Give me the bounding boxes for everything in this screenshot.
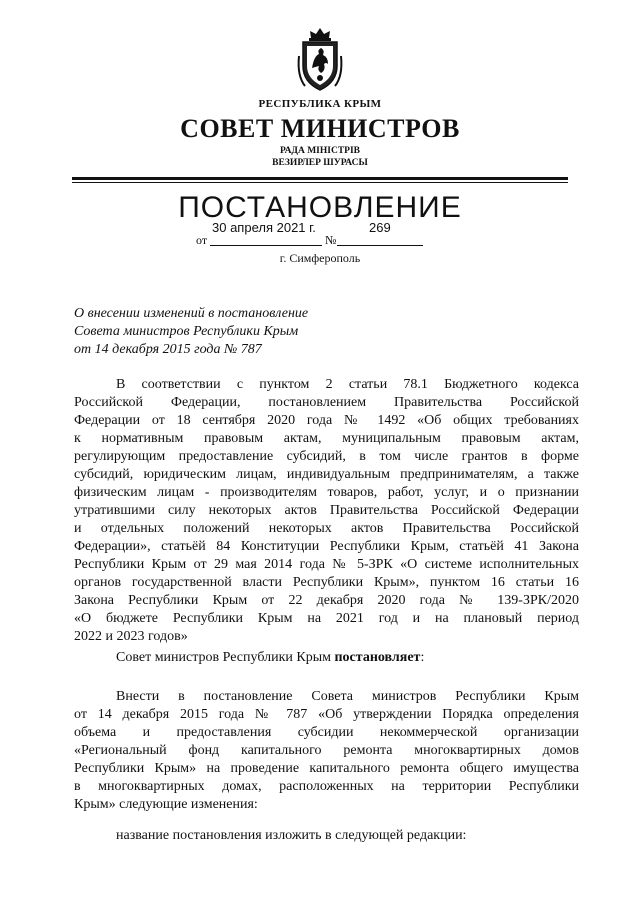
text-line: в многоквартирных домах, расположенных на территории Республики [74,779,579,794]
resolution-colon: : [420,650,425,665]
document-number: 269 [369,220,391,235]
text-line: Внести в постановление Совета министров Республики Крым [116,689,579,704]
text-line: регулирующим предоставление субсидий, в том числе грантов в форме [74,449,579,464]
text-line: от 14 декабря 2015 года № 787 «Об утверждении Порядка определения [74,707,579,722]
title-change-paragraph: название постановления изложить в следующей редакции: [116,828,467,843]
text-line: В соответствии с пунктом 2 статьи 78.1 Бюджетного кодекса [116,377,579,392]
text-line: органов государственной власти Республики Крым», пунктом 16 статьи 16 [74,575,579,590]
subject-line: Совета министров Республики Крым [74,324,299,339]
number-prefix: № [325,233,337,247]
document-city: г. Симферополь [279,251,361,265]
text-line: Республики Крым» на проведение капитального ремонта общего имущества [74,761,579,776]
text-line: объема и предоставления субсидии некоммерческой организации [74,725,579,740]
text-line: Российской Федерации, постановлением Правительства Российской [74,395,579,410]
date-underline [210,245,322,246]
subject-line: от 14 декабря 2015 года № 787 [74,342,262,357]
text-line: субсидий, юридическим лицам, индивидуальным предпринимателям, а также [74,467,579,482]
text-line: Федерации», статьёй 84 Конституции Республики Крым, статьёй 41 Закона [74,539,579,554]
text-line: 2022 и 2023 годов» [74,629,188,644]
preamble-paragraph [74,376,579,646]
date-prefix: от [196,233,208,247]
text-line: Крым» следующие изменения: [74,797,258,812]
document-date: 30 апреля 2021 г. [212,220,316,235]
subject-line: О внесении изменений в постановление [74,306,309,321]
header-crimean-tatar: ВЕЗИРЛЕР ШУРАСЫ [272,158,368,168]
text-line: физическим лицам - производителям товаров, работ, услуг, и о признании [74,485,579,500]
number-underline [337,245,423,246]
text-line: Федерации от 18 сентября 2020 года № 1492 «Об общих требованиях [74,413,579,428]
resolution-keyword: постановляет [334,650,421,665]
header-republic: РЕСПУБЛИКА КРЫМ [258,98,382,110]
text-line: Республики Крым от 29 мая 2014 года № 5-ЗРК «О системе исполнительных [74,557,579,572]
document-subject [74,305,308,359]
resolution-text: Совет министров Республики Крым [116,650,335,665]
header-council: СОВЕТ МИНИСТРОВ [180,114,460,143]
text-line: утратившими силу некоторых актов Правительства Российской Федерации [74,503,579,518]
text-line: к нормативным правовым актам, муниципальным правовым актам, [74,431,579,446]
text-line: Закона Республики Крым от 22 декабря 2020 года № 139-ЗРК/2020 [74,593,579,608]
header-ukrainian: РАДА МІНІСТРІВ [279,146,360,156]
amendment-paragraph [74,688,579,814]
document-title: ПОСТАНОВЛЕНИЕ [178,191,462,224]
text-line: «Региональный фонд капитального ремонта многоквартирных домов [74,743,579,758]
header-divider-thin [72,182,568,183]
text-line: и отдельных положений некоторых актов Правительства Российской [74,521,579,536]
text-line: «О бюджете Республики Крым на 2021 год и на плановый период [74,611,579,626]
crimea-coat-of-arms-icon [295,26,345,96]
resolution-paragraph [116,650,424,666]
header-divider-thick [72,177,568,180]
